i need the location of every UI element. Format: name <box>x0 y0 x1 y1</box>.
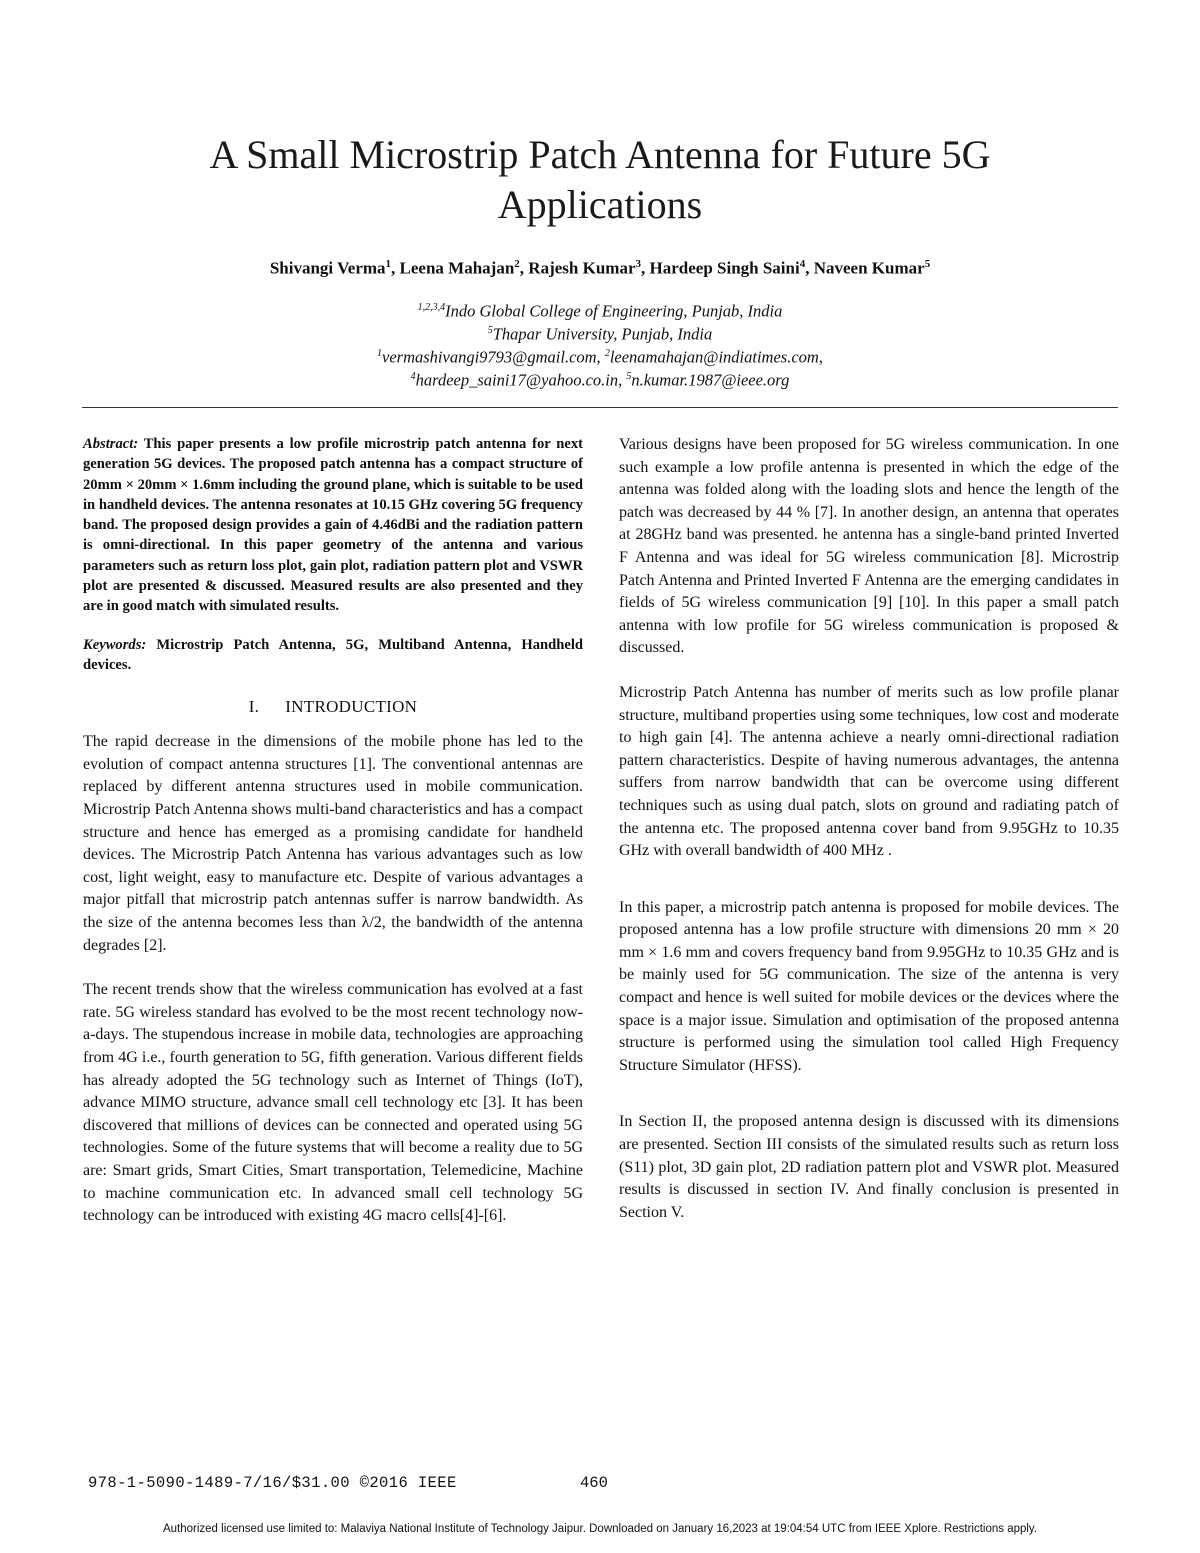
keywords-text: Microstrip Patch Antenna, 5G, Multiband Antenna, Handheld devices. <box>83 636 583 673</box>
keywords <box>83 635 583 676</box>
author-sup: 1 <box>385 258 392 270</box>
author-sup: 2 <box>514 258 520 270</box>
email-address: vermashivangi9793@gmail.com, <box>382 347 601 367</box>
isbn-footer: 978-1-5090-1489-7/16/$31.00 ©2016 IEEE <box>88 1474 457 1492</box>
abstract-text: This paper presents a low profile microstrip patch antenna for next generation 5G devices. The proposed patch antenna has a compact structure of 20mm × 20mm × 1.6mm including the ground plane, which is suitable to be used in handheld devices. The antenna resonates at 10.15 GHz covering 5G frequency band. The proposed design provides a gain of 4.46dBi and the radiation pattern is omni-directional. In this paper geometry of the antenna and various parameters such as return loss plot, gain plot, radiation pattern plot and VSWR plot are presented & discussed. Measured results are also presented and they are in good match with simulated results. <box>83 436 584 615</box>
author-name: Leena Mahajan <box>399 258 515 278</box>
affiliation-text: Thapar University, Punjab, India <box>492 324 713 344</box>
email-sup: 4 <box>410 371 416 382</box>
author-list: Shivangi Verma$^1$, Leena Mahajan$^2$, Rajesh Kumar$^3$, Hardeep Singh Saini$^4$, Naveen Kumar$^5$ <box>269 258 931 278</box>
abstract <box>83 434 583 617</box>
author-sup: 5 <box>924 258 931 270</box>
author-sup: 3 <box>635 258 641 270</box>
paper-title-line2: Applications <box>497 182 703 227</box>
email-sup: 1 <box>377 348 383 359</box>
section-number: I. <box>248 697 260 717</box>
keywords-label: Keywords: <box>83 636 147 653</box>
section-heading-introduction <box>83 697 583 717</box>
affiliation-sup: 1,2,3,4 <box>417 302 446 313</box>
email-line-2 <box>80 365 1120 392</box>
affiliation-text: Indo Global College of Engineering, Punjab, India <box>445 301 783 321</box>
right-column <box>619 434 1119 1224</box>
intro-paragraph-5: In this paper, a microstrip patch antenna is proposed for mobile devices. The proposed antenna has a low profile structure with dimensions 20 mm × 20 mm × 1.6 mm and covers frequency band from 9.95GHz to 10.35 GHz and is be mainly used for 5G communication. The size of the antenna is very compact and hence is well suited for mobile devices or the devices where the space is a major issue. Simulation and optimisation of the proposed antenna structure is performed using the simulation tool called High Frequency Structure Simulator (HFSS). <box>619 898 1119 1074</box>
intro-paragraph-1: The rapid decrease in the dimensions of the mobile phone has led to the evolution of compact antenna structures [1]. The conventional antennas are replaced by different antenna structures used in mobile communication. Microstrip Patch Antenna shows multi-band characteristics and has a compact structure and hence has emerged as a promising candidate for handheld devices. The Microstrip Patch Antenna has various advantages such as low cost, light weight, easy to manufacture etc. Despite of various advantages a major pitfall that microstrip patch antennas suffer is narrow bandwidth. As the size of the antenna becomes less than λ/2, the bandwidth of the antenna degrades [2]. <box>83 733 583 954</box>
abstract-label: Abstract: <box>83 436 139 452</box>
intro-paragraph-4: Microstrip Patch Antenna has number of merits such as low profile planar structure, multiband properties using some techniques, low cost and moderate to high gain [4]. The antenna achieve a nearly omni-directional radiation pattern characteristics. Despite of having numerous advantages, the antenna suffers from narrow bandwidth that can be overcome using different techniques such as using dual patch, slots on ground and radiating patch of the antenna etc. The proposed antenna cover band from 9.95GHz to 10.35 GHz with overall bandwidth of 400 MHz . <box>619 683 1119 860</box>
email-sup: 2 <box>604 348 610 359</box>
header-divider <box>82 407 1118 408</box>
paper-title-line1: A Small Microstrip Patch Antenna for Future 5G <box>209 132 991 177</box>
left-column <box>83 434 583 1228</box>
license-notice: Authorized licensed use limited to: Malaviya National Institute of Technology Jaipur. Downloaded on January 16,2023 at 19:04:54 UTC from IEEE Xplore. Restrictions apply. <box>162 1523 1038 1535</box>
paper-title <box>80 130 1120 230</box>
author-sup: 4 <box>799 258 806 270</box>
author-name: Hardeep Singh Saini <box>649 258 800 278</box>
affiliation-sup: 5 <box>487 325 493 336</box>
author-name: Naveen Kumar <box>813 258 925 278</box>
email-address: hardeep_saini17@yahoo.co.in, <box>415 370 623 390</box>
page-number: 460 <box>580 1474 608 1492</box>
intro-paragraph-3: Various designs have been proposed for 5G wireless communication. In one such example a low profile antenna is presented in which the edge of the antenna was folded along with the loading slots and hence the length of the patch was decreased by 44 % [7]. In another design, an antenna that operates at 28GHz band was presented. he antenna has a single-band printed Inverted F Antenna and was ideal for 5G wireless communication [8]. Microstrip Patch Antenna and Printed Inverted F Antenna are the emerging candidates in fields of 5G wireless communication [9] [10]. In this paper a small patch antenna with low profile for 5G wireless communication is proposed & discussed. <box>619 436 1119 657</box>
author-name: Shivangi Verma <box>269 258 386 278</box>
email-address: leenamahajan@indiatimes.com, <box>609 347 823 367</box>
email-sup: 5 <box>626 371 632 382</box>
author-name: Rajesh Kumar <box>528 258 636 278</box>
intro-paragraph-2: The recent trends show that the wireless communication has evolved at a fast rate. 5G wireless standard has evolved to be the most recent technology now-a-days. The stupendous increase in mobile data, technologies are approaching from 4G i.e., fourth generation to 5G, fifth generation. Various different fields has already adopted the 5G technology such as Internet of Things (IoT), advance MIMO structure, advance small cell technology etc [3]. It has been discovered that millions of devices can be connected and operated using 5G technologies. Some of the future systems that will become a reality due to 5G are: Smart grids, Smart Cities, Smart transportation, Telemedicine, Machine to machine communication etc. In advanced small cell technology 5G technology can be introduced with existing 4G macro cells[4]-[6]. <box>83 981 583 1225</box>
email-address: n.kumar.1987@ieee.org <box>631 370 790 390</box>
section-title: INTRODUCTION <box>285 697 418 717</box>
intro-paragraph-6: In Section II, the proposed antenna design is discussed with its dimensions are presented. Section III consists of the simulated results such as return loss (S11) plot, 3D gain plot, 2D radiation pattern plot and VSWR plot. Measured results is discussed in section IV. And finally conclusion is presented in Section V. <box>619 1113 1119 1221</box>
